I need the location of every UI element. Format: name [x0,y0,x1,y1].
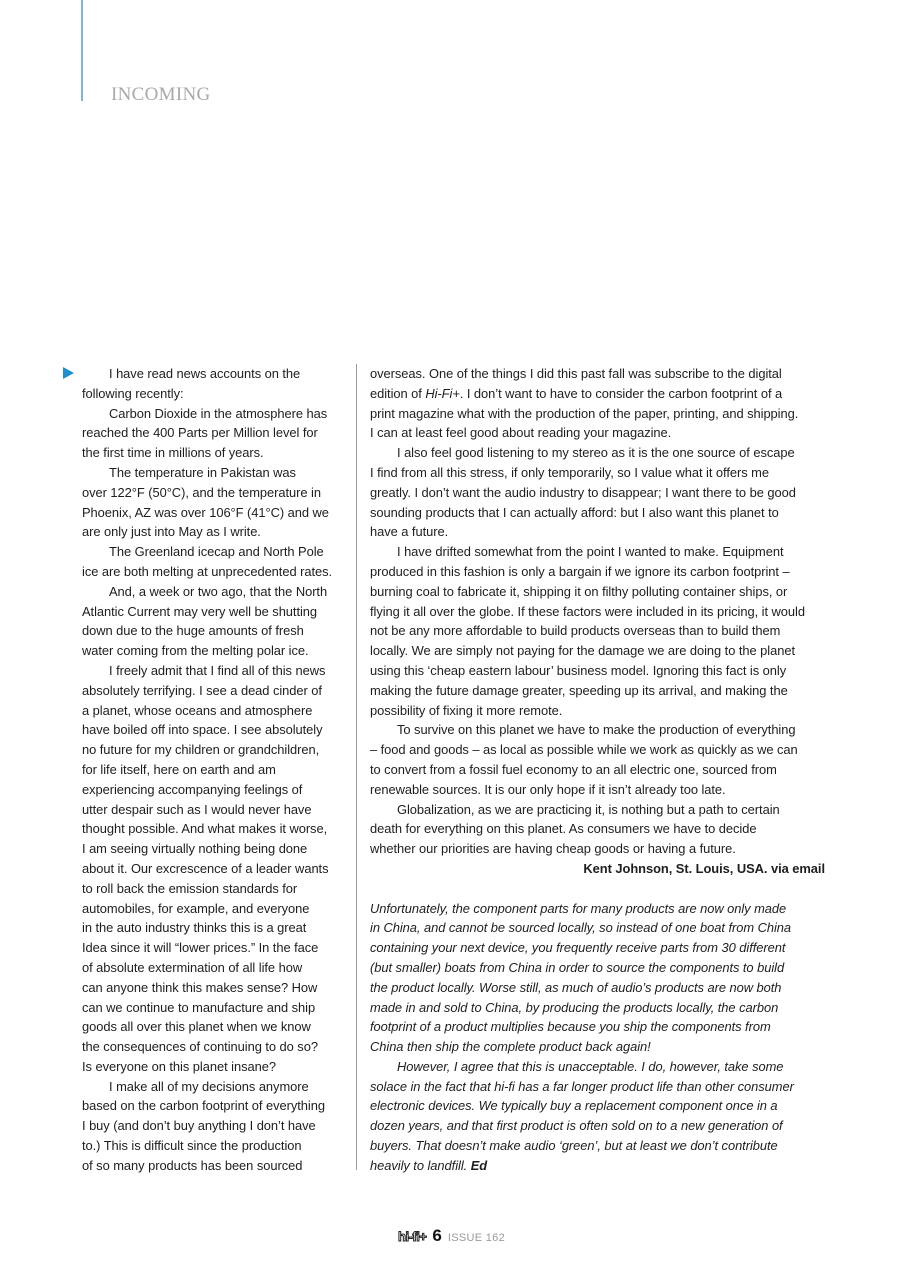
text-line: can anyone think this makes sense? How [82,979,318,995]
text-line: to convert from a fossil fuel economy to an all electric one, sourced from [370,761,777,777]
section-title: INCOMING [111,84,211,105]
triangle-arrow-icon [63,367,74,379]
text-line: Unfortunately, the component parts for many products are now only made [370,900,787,916]
text-line: To survive on this planet we have to make the production of everything [397,722,796,738]
text-line: whether our priorities are having cheap goods or having a future. [370,841,736,857]
text-line: automobiles, for example, and everyone [82,900,310,916]
hifi-logo: hi-fi+ [398,1229,427,1244]
text-line: China then ship the complete product back again! [370,1039,651,1055]
text-line [370,384,825,404]
text-span: . I don’t want to have to consider the carbon footprint of a [459,385,783,401]
right-column [370,364,825,1176]
paragraph [82,661,350,1077]
text-line: (but smaller) boats from China in order to source the components to build [370,959,785,975]
text-line: The temperature in Pakistan was [109,464,296,480]
text-line: I have drifted somewhat from the point I wanted to make. Equipment [397,544,784,560]
text-span: heavily to landfill. [370,1157,471,1173]
text-line: thought possible. And what makes it worse, [82,821,328,837]
paragraph [370,364,825,443]
text-line: I can at least feel good about reading your magazine. [370,425,672,441]
text-line: goods all over this planet when we know [82,1019,311,1035]
text-line: I find from all this stress, if only temporarily, so I value what it offers me [370,464,769,480]
text-line: I also feel good listening to my stereo as it is the one source of escape [397,445,795,461]
text-line: And, a week or two ago, that the North [109,583,328,599]
text-line: about it. Our excrescence of a leader wants [82,860,329,876]
text-line: can we continue to manufacture and ship [82,999,316,1015]
text-line: no future for my children or grandchildren, [82,742,320,758]
text-line: made in and sold to China, by producing the products locally, the carbon [370,999,779,1015]
text-line: renewable sources. It is our only hope if it isn’t already too late. [370,781,726,797]
letter-signature: Kent Johnson, St. Louis, USA. via email [583,860,825,876]
text-line: of absolute extermination of all life how [82,959,303,975]
text-line [370,1156,825,1176]
text-line: possibility of fixing it more remote. [370,702,563,718]
text-line: I have read news accounts on the [109,366,301,381]
text-line: following recently: [82,385,184,401]
text-line: solace in the fact that hi-fi has a far longer product life than other consumer [370,1078,794,1094]
spacer [370,879,825,899]
text-line: ice are both melting at unprecedented rates. [82,563,333,579]
text-span: Hi-Fi+ [425,385,460,401]
text-line: in China, and cannot be sourced locally, so instead of one boat from China [370,920,791,936]
text-line: – food and goods – as local as possible while we work as quickly as we can [370,742,798,758]
text-line: a planet, whose oceans and atmosphere [82,702,313,718]
text-line: to.) This is difficult since the production [82,1138,302,1154]
text-line: greatly. I don’t want the audio industry to disappear; I want there to be good [370,484,796,500]
text-line: electronic devices. We typically buy a replacement component once in a [370,1098,778,1114]
text-line: making the future damage greater, speeding up its arrival, and making the [370,682,788,698]
text-line: Atlantic Current may very well be shutting [82,603,318,619]
text-span: edition of [370,385,426,401]
paragraph [82,463,350,542]
text-line: down due to the huge amounts of fresh [82,623,304,639]
text-line: I freely admit that I find all of this news [109,662,326,678]
text-line: overseas. One of the things I did this past fall was subscribe to the digital [370,366,782,381]
text-line: Globalization, as we are practicing it, is nothing but a path to certain [397,801,780,817]
text-line: locally. We are simply not paying for the damage we are doing to the planet [370,643,795,659]
text-line: sounding products that I can actually afford: but I also want this planet to [370,504,779,520]
paragraph [370,720,825,799]
text-line: produced in this fashion is only a bargain if we ignore its carbon footprint – [370,563,790,579]
text-line: to roll back the emission standards for [82,880,298,896]
text-line: flying it all over the globe. If these factors were included in its pricing, it would [370,603,805,619]
paragraph [82,1077,350,1176]
text-line: for life itself, here on earth and am [82,761,276,777]
text-line: burning coal to fabricate it, shipping it on filthy polluting container ships, or [370,583,788,599]
text-line: are only just into May as I write. [82,524,261,540]
text-line: have a future. [370,524,449,540]
text-line: I am seeing virtually nothing being done [82,841,308,857]
paragraph [370,800,825,859]
paragraph [82,582,350,661]
text-span: Ed [470,1157,488,1173]
text-line: over 122°F (50°C), and the temperature in [82,484,321,500]
text-line: absolutely terrifying. I see a dead cinder of [82,682,322,698]
text-line: in the auto industry thinks this is a great [82,920,307,936]
text-line: the consequences of continuing to do so? [82,1039,318,1055]
editor-reply-paragraph [370,899,825,1057]
text-line: Phoenix, AZ was over 106°F (41°C) and we [82,504,329,520]
left-column [82,364,350,1176]
header-rule [81,0,83,101]
text-line: the product locally. Worse still, as much of audio’s products are now both [370,979,782,995]
paragraph [370,542,825,720]
paragraph [370,443,825,542]
text-line: footprint of a product multiplies because you ship the components from [370,1019,771,1035]
text-line: of so many products has been sourced [82,1157,303,1173]
paragraph [82,404,350,463]
text-line: buyers. That doesn’t make audio ‘green’, but at least we don’t contribute [370,1138,778,1154]
text-line: death for everything on this planet. As consumers we have to decide [370,821,757,837]
text-line: I make all of my decisions anymore [109,1078,309,1094]
issue-number: ISSUE 162 [447,1232,506,1244]
text-line: However, I agree that this is unacceptable. I do, however, take some [397,1058,784,1074]
page-number: 6 [432,1226,442,1245]
text-line: not be any more affordable to build products overseas than to build them [370,623,781,639]
text-line: experiencing accompanying feelings of [82,781,303,797]
text-line: using this ‘cheap eastern labour’ business model. Ignoring this fact is only [370,662,787,678]
paragraph [82,364,350,404]
paragraph [82,542,350,582]
text-line: dozen years, and that first product is often sold on to a new generation of [370,1118,783,1134]
text-line: Is everyone on this planet insane? [82,1058,276,1074]
text-line: I buy (and don’t buy anything I don’t have [82,1118,316,1134]
text-line: print magazine what with the production of the paper, printing, and shipping. [370,405,799,421]
text-line: water coming from the melting polar ice. [82,643,309,659]
page-footer [398,1226,505,1246]
text-line: Idea since it will “lower prices.” In the face [82,940,319,956]
column-divider [356,364,357,1170]
text-line: Carbon Dioxide in the atmosphere has [109,405,328,421]
text-line: based on the carbon footprint of everything [82,1098,325,1114]
text-line: have boiled off into space. I see absolutely [82,722,323,738]
text-line: containing your next device, you frequently receive parts from 30 different [370,940,786,956]
text-line: the first time in millions of years. [82,445,264,461]
text-line: utter despair such as I would never have [82,801,312,817]
text-line: reached the 400 Parts per Million level for [82,425,318,441]
editor-reply-paragraph [370,1057,825,1176]
text-line: The Greenland icecap and North Pole [109,544,324,560]
